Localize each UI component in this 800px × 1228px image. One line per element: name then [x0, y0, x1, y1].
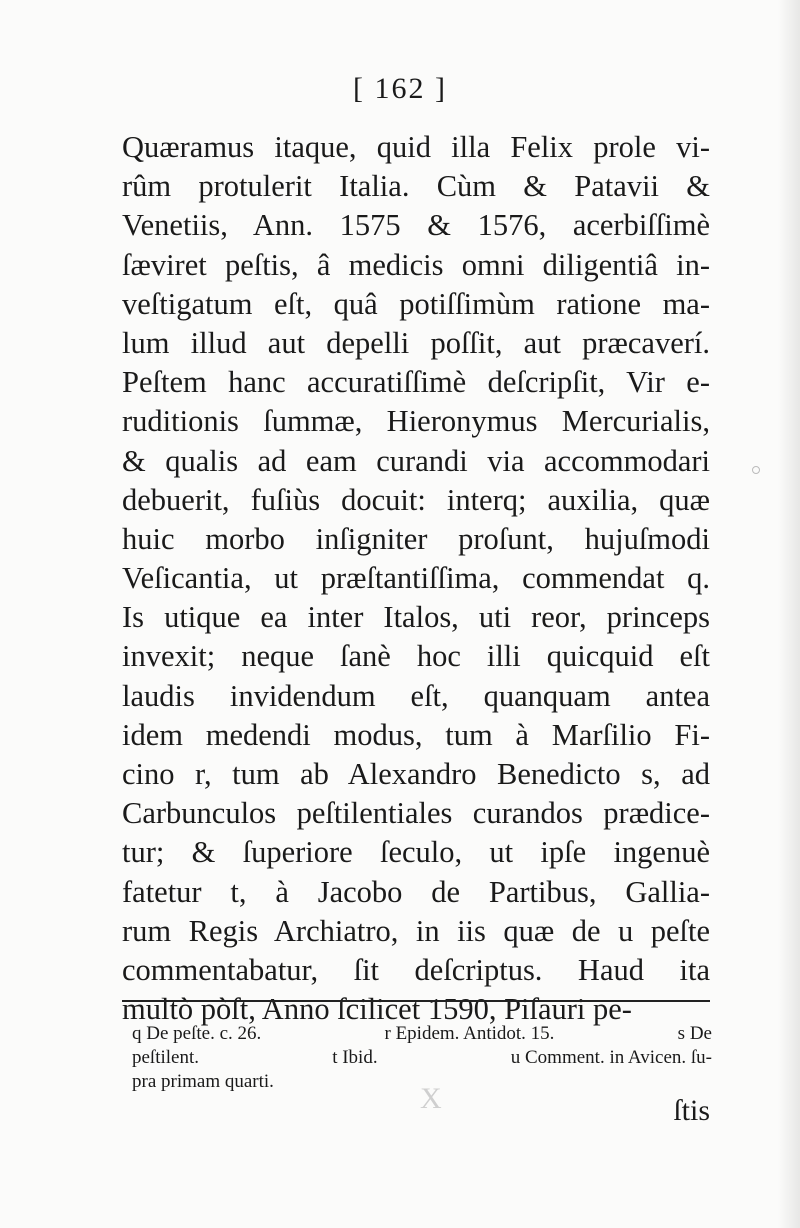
footnote-line	[132, 1046, 712, 1070]
text-line: fatetur t, à Jacobo de Partibus, Gallia-	[122, 874, 710, 909]
footnote-r: r Epidem. Antidot. 15.	[384, 1023, 555, 1044]
text-line: cino r, tum ab Alexandro Benedicto s, ad	[122, 757, 710, 791]
text-line: Carbunculos peſtilentiales curandos prædice-	[122, 796, 710, 831]
text-line: idem medendi modus, tum à Marſilio Fi-	[122, 717, 710, 752]
catchword: ſtis	[673, 1094, 710, 1127]
text-line: veſtigatum eſt, quâ potiſſimùm ratione ma-	[122, 286, 710, 321]
text-line: rum Regis Archiatro, in iis quæ de u peſte	[122, 913, 710, 948]
text-line: Peſtem hanc accuratiſſimè deſcripſit, Vir e-	[122, 365, 710, 400]
text-line: & qualis ad eam curandi via accommodari	[122, 443, 710, 478]
text-line: ruditionis ſummæ, Hieronymus Mercurialis,	[122, 404, 710, 439]
footnote-u-cont: pra primam quarti.	[132, 1071, 274, 1092]
text-line: debuerit, fuſiùs docuit: interq; auxilia, quæ	[122, 482, 710, 517]
footnote-s: s De	[677, 1023, 712, 1044]
footnote-t: t Ibid.	[332, 1047, 378, 1068]
margin-mark	[752, 466, 760, 474]
page-edge	[778, 0, 800, 1228]
text-line: huic morbo inſigniter proſunt, hujuſmodi	[122, 521, 710, 556]
footnote-s-cont: peſtilent.	[132, 1047, 200, 1068]
text-line: Venetiis, Ann. 1575 & 1576, acerbiſſimè	[122, 208, 710, 243]
page-number: [ 162 ]	[353, 72, 447, 105]
text-line: Quæramus itaque, quid illa Felix prole vi-	[122, 130, 710, 164]
text-line: tur; & ſuperiore ſeculo, ut ipſe ingenuè	[122, 835, 710, 870]
text-line: laudis invidendum eſt, quanquam antea	[122, 678, 710, 713]
body-text	[122, 128, 710, 1029]
text-line: ſæviret peſtis, â medicis omni diligentiâ in-	[122, 247, 710, 282]
footnote-u: u Comment. in Avicen. ſu-	[510, 1047, 712, 1068]
text-line: multò pòſt, Anno ſcilicet 1590, Piſauri pe-	[122, 992, 632, 1027]
text-line: Is utique ea inter Italos, uti reor, princeps	[122, 600, 710, 635]
text-line: commentabatur, ſit deſcriptus. Haud ita	[122, 952, 710, 987]
footnote-line	[132, 1022, 712, 1046]
text-line: rûm protulerit Italia. Cùm & Patavii &	[122, 169, 710, 204]
signature-mark: X	[420, 1082, 442, 1115]
footnote-rule	[122, 1000, 710, 1002]
text-line: lum illud aut depelli poſſit, aut præcaverí.	[122, 325, 710, 360]
text-line: invexit; neque ſanè hoc illi quicquid eſt	[122, 639, 710, 674]
text-line: Veſicantia, ut præſtantiſſima, commendat q.	[122, 561, 710, 596]
footnote-q: q De peſte. c. 26.	[132, 1023, 262, 1044]
